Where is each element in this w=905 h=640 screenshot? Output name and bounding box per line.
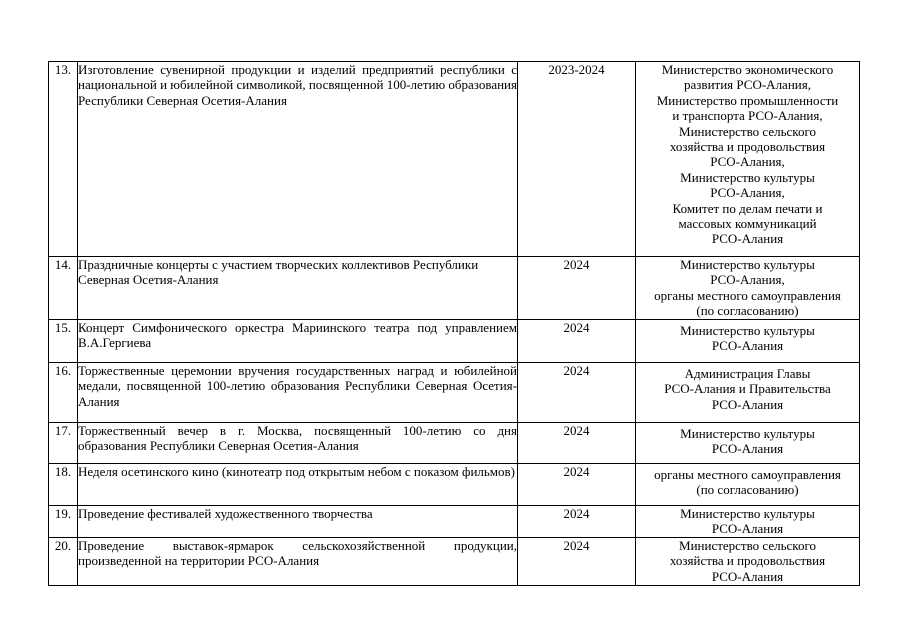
event-description: Изготовление сувенирной продукции и изделий предприятий республики с национальной и юбилейной символикой, посвященной 100-летию образования Республики Северная Осетия-Алания [78,62,518,257]
event-description: Неделя осетинского кино (кинотеатр под открытым небом с показом фильмов) [78,464,518,506]
event-years: 2024 [518,423,636,464]
executor-line: Министерство культуры [680,169,815,185]
event-description: Проведение выставок-ярмарок сельскохозяйственной продукции, произведенной на территории РСО-Алания [78,537,518,585]
row-number: 19. [49,506,78,538]
executor-line: Министерство культуры [680,257,815,272]
event-description: Торжественный вечер в г. Москва, посвященный 100-летию со дня образования Республики Северная Осетия-Алания [78,423,518,464]
executor-line: РСО-Алания [711,231,784,247]
executor-line: развития РСО-Алания, [684,77,811,93]
table-row [49,423,860,464]
executor-line: Министерство культуры [680,426,815,441]
executor-line: Министерство культуры [680,506,815,521]
event-years: 2024 [518,537,636,585]
row-number: 15. [49,320,78,363]
event-executors [636,464,860,506]
table-row [49,363,860,423]
executor-line: Министерство экономического [661,62,834,77]
executor-line: Комитет по делам печати и [672,200,823,216]
event-years: 2024 [518,363,636,423]
table-row [49,464,860,506]
row-number: 17. [49,423,78,464]
event-years: 2024 [518,506,636,538]
row-number: 20. [49,537,78,585]
executor-line: Министерство сельского [679,537,816,553]
events-table-body [49,62,860,586]
event-executors [636,363,860,423]
row-number: 16. [49,363,78,423]
executor-line: и транспорта РСО-Алания, [672,108,823,124]
executor-line: РСО-Алания [711,568,784,584]
executor-line: Министерство промышленности [656,92,839,108]
executor-line: Администрация Главы [684,366,811,381]
executor-line: хозяйства и продовольствия [669,139,826,155]
executor-line: (по согласованию) [696,303,799,319]
executor-line: РСО-Алания и Правительства [664,381,831,397]
executor-line: массовых коммуникаций [678,216,817,232]
executor-line: РСО-Алания [711,441,784,457]
event-executors [636,506,860,538]
event-executors [636,423,860,464]
executor-line: органы местного самоуправления [654,287,841,303]
executor-line: органы местного самоуправления [654,467,841,482]
event-description: Концерт Симфонического оркестра Мариинского театра под управлением В.А.Гергиева [78,320,518,363]
event-years: 2023-2024 [518,62,636,257]
executor-line: Министерство культуры [680,323,815,338]
events-table [48,61,860,586]
event-description: Торжественные церемонии вручения государственных наград и юбилейной медали, посвященной 100-летию образования Республики Северная Осетия-Алания [78,363,518,423]
executor-line: Министерство сельского [679,123,816,139]
event-description: Праздничные концерты с участием творческих коллективов Республики Северная Осетия-Алания [78,257,518,320]
table-row [49,62,860,257]
event-executors [636,320,860,363]
event-executors [636,537,860,585]
event-description: Проведение фестивалей художественного творчества [78,506,518,538]
executor-line: РСО-Алания [711,521,784,537]
table-row [49,320,860,363]
event-years: 2024 [518,464,636,506]
event-executors [636,62,860,257]
executor-line: РСО-Алания [711,338,784,354]
executor-line: РСО-Алания, [710,154,785,170]
row-number: 18. [49,464,78,506]
executor-line: РСО-Алания, [710,185,785,201]
executor-line: (по согласованию) [696,482,799,498]
table-row [49,257,860,320]
event-years: 2024 [518,320,636,363]
row-number: 13. [49,62,78,257]
executor-line: РСО-Алания, [710,272,785,288]
event-executors [636,257,860,320]
table-row [49,537,860,585]
table-row [49,506,860,538]
row-number: 14. [49,257,78,320]
executor-line: хозяйства и продовольствия [669,553,826,569]
executor-line: РСО-Алания [711,396,784,412]
event-years: 2024 [518,257,636,320]
